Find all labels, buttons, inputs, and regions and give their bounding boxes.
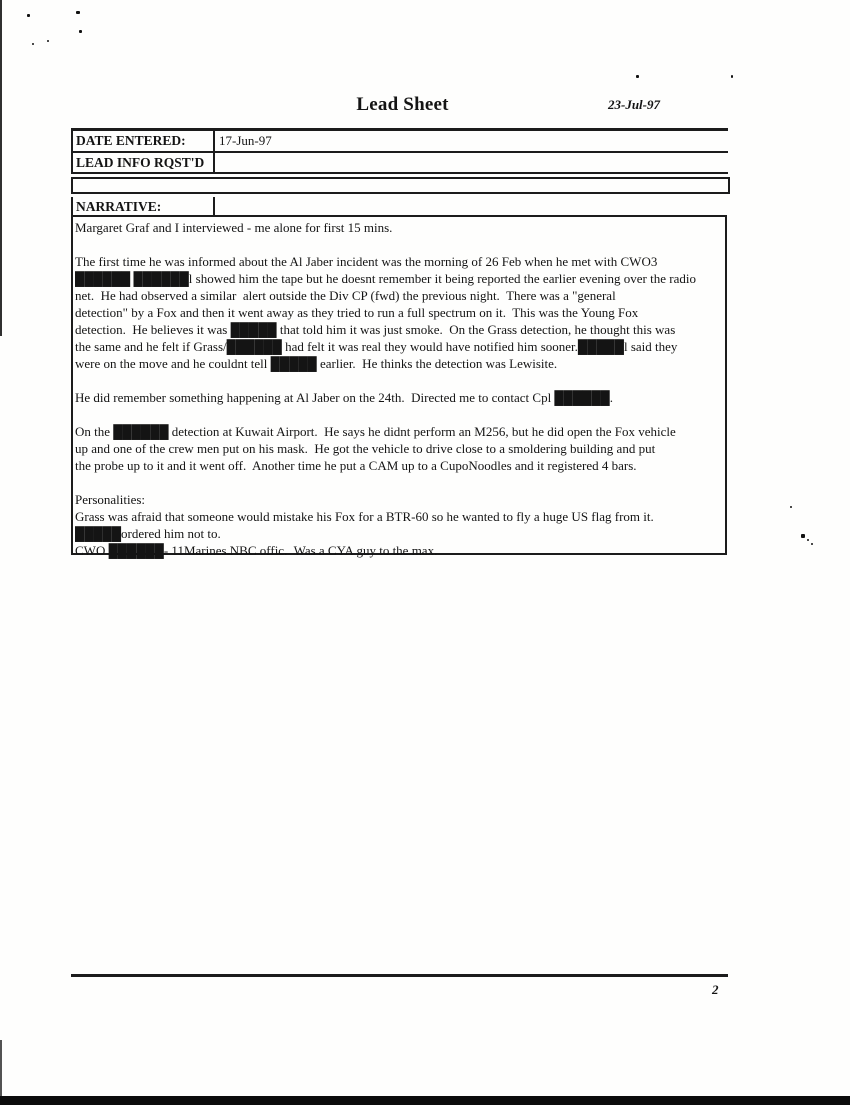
narrative-line-8: were on the move and he couldnt tell █████ earlier. He thinks the detection was Lewisite. <box>75 356 558 371</box>
narrative-line-13: up and one of the crew men put on his mask. He got the vehicle to drive close to a smoldering building and put <box>75 441 656 456</box>
scan-speck <box>636 75 639 78</box>
field-value-lead-info-rqstd <box>215 153 728 172</box>
narrative-line-19: CWO ██████- 11Marines NBC offic. Was a CYA guy to the max. <box>75 543 438 558</box>
narrative-line-3: ██████ ██████l showed him the tape but he doesnt remember it being reported the earlier evening over the radio <box>75 271 696 286</box>
narrative-line-18: █████ordered him not to. <box>75 526 221 541</box>
narrative-box <box>71 215 727 558</box>
scan-speck <box>811 543 813 545</box>
field-value-blank <box>73 179 728 192</box>
document-title: Lead Sheet <box>356 94 449 115</box>
scan-speck <box>790 506 792 508</box>
scan-edge-artifact-left-top <box>0 0 2 336</box>
narrative-line-0: Margaret Graf and I interviewed - me alone for first 15 mins. <box>75 220 393 235</box>
narrative-line-14: the probe up to it and it went off. Another time he put a CAM up to a CupoNoodles and it registered 4 bars. <box>75 458 637 473</box>
narrative-line-16: Personalities: <box>75 492 146 507</box>
scan-speck <box>801 534 805 538</box>
footer-rule <box>71 974 728 977</box>
narrative-line-11 <box>75 406 724 423</box>
scan-speck <box>27 14 30 17</box>
narrative-line-6: detection. He believes it was █████ that told him it was just smoke. On the Grass detection, he thought this was <box>75 322 676 337</box>
narrative-lines <box>75 219 724 559</box>
field-label-narrative: NARRATIVE: <box>73 197 215 215</box>
narrative-line-9 <box>75 372 724 389</box>
scan-speck <box>76 11 80 14</box>
form-row-narrative <box>71 197 728 215</box>
header-date: 23-Jul-97 <box>608 97 660 112</box>
field-value-narrative <box>215 197 728 215</box>
field-value-date-entered: 17-Jun-97 <box>219 133 272 148</box>
form-row-date-entered <box>71 128 728 153</box>
scan-speck <box>807 539 809 541</box>
narrative-line-12: On the ██████ detection at Kuwait Airport. He says he didnt perform an M256, but he did open the Fox vehicle <box>75 424 676 439</box>
narrative-line-10: He did remember something happening at Al Jaber on the 24th. Directed me to contact Cpl ██████. <box>75 390 613 405</box>
narrative-line-5: detection" by a Fox and then it went away as they tried to run a full spectrum on it. This was the Young Fox <box>75 305 639 320</box>
form-row-lead-info-rqstd <box>71 153 728 174</box>
scan-speck <box>32 43 34 45</box>
scan-speck <box>79 30 82 33</box>
form-row-blank <box>71 177 730 194</box>
narrative-line-4: net. He had observed a similar alert outside the Div CP (fwd) the previous night. There was a "general <box>75 288 616 303</box>
field-label-date-entered: DATE ENTERED: <box>73 131 215 151</box>
scan-speck <box>731 75 733 78</box>
narrative-line-2: The first time he was informed about the Al Jaber incident was the morning of 26 Feb when he met with CWO3 <box>75 254 658 269</box>
narrative-line-15 <box>75 474 724 491</box>
narrative-line-7: the same and he felt if Grass/██████ had felt it was real they would have notified him sooner.█████l said they <box>75 339 678 354</box>
narrative-line-1 <box>75 236 724 253</box>
narrative-line-17: Grass was afraid that someone would mistake his Fox for a BTR-60 so he wanted to fly a huge US flag from it. <box>75 509 654 524</box>
scan-speck <box>47 40 49 42</box>
scan-edge-artifact-bottom <box>0 1096 850 1105</box>
page-number: 2 <box>712 982 719 997</box>
field-label-lead-info-rqstd: LEAD INFO RQST'D <box>73 153 215 172</box>
